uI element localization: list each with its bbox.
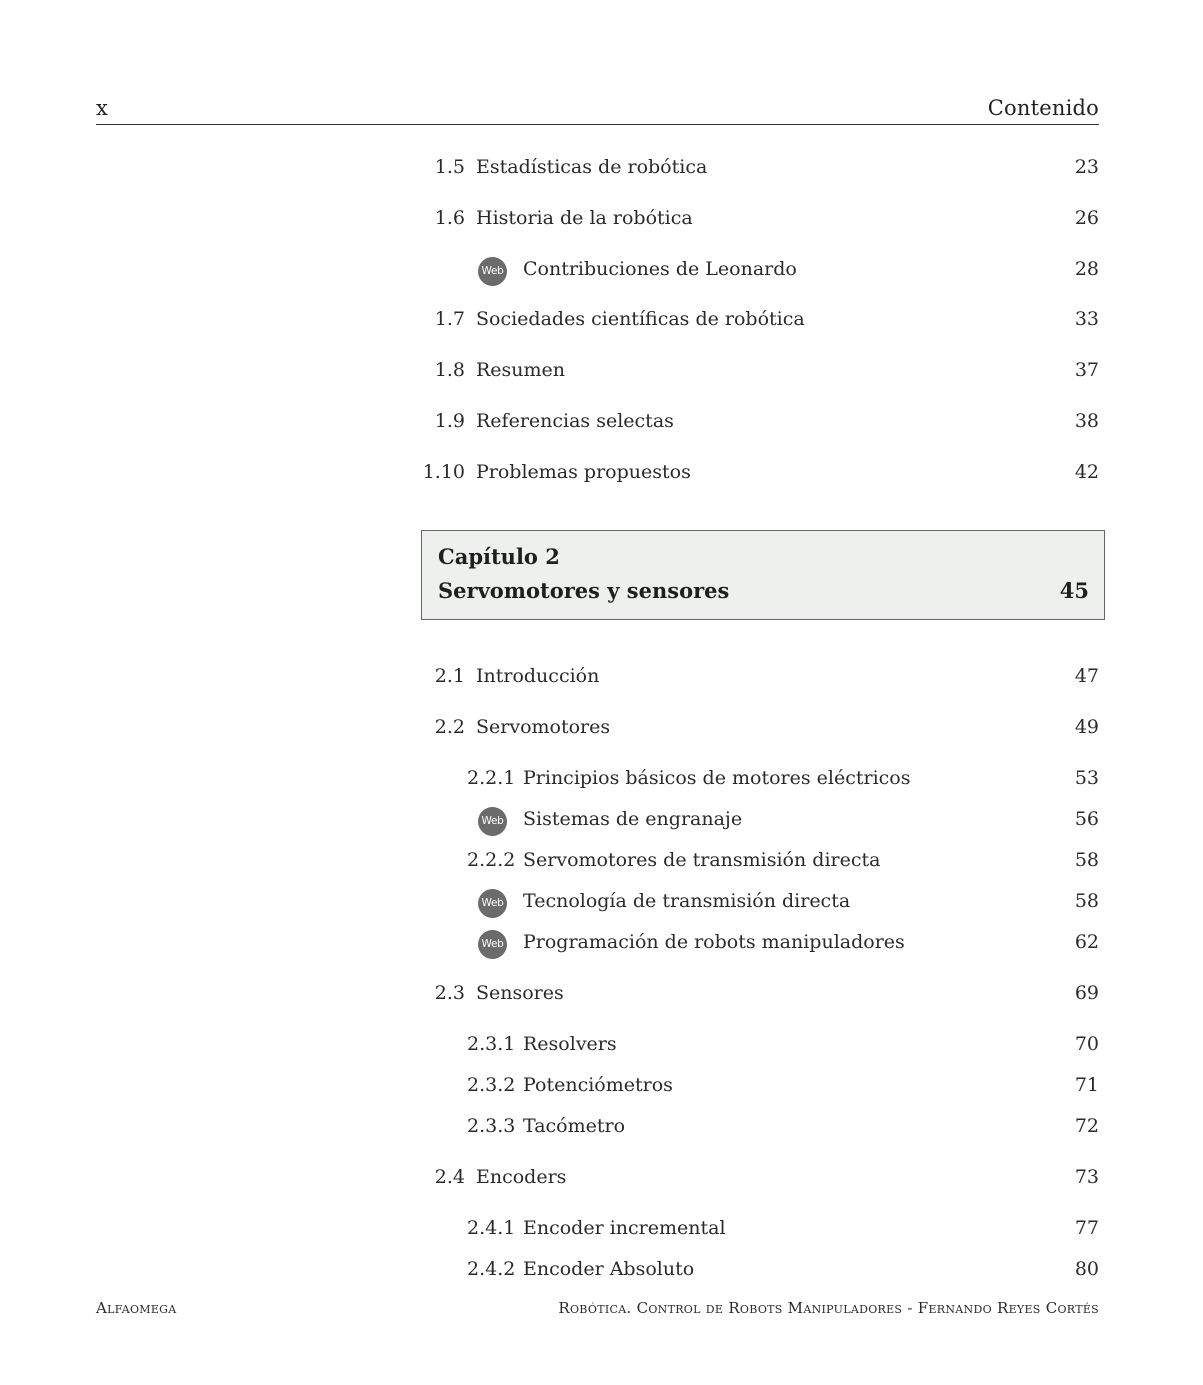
toc-entry-title: Contribuciones de Leonardo xyxy=(523,258,797,280)
toc-entry-number: 2.4 xyxy=(434,1166,465,1188)
toc-entry-title: Resumen xyxy=(476,359,566,381)
toc-entry-title: Programación de robots manipuladores xyxy=(523,931,905,953)
toc-entry-title: Estadísticas de robótica xyxy=(476,156,708,178)
web-badge-icon: Web xyxy=(478,807,507,836)
toc-entry-page: 72 xyxy=(1074,1115,1099,1137)
toc-entry-number: 1.7 xyxy=(434,308,465,330)
toc-entry xyxy=(420,1033,1099,1061)
toc-entry xyxy=(420,665,1099,693)
toc-entry xyxy=(420,258,1099,286)
toc-entry-title: Servomotores de transmisión directa xyxy=(523,849,881,871)
toc-entry-number: 1.6 xyxy=(434,207,465,229)
chapter-label: Capítulo 2 xyxy=(438,544,560,569)
toc-entry xyxy=(420,890,1099,918)
toc-entry-page: 38 xyxy=(1074,410,1099,432)
toc-entry-number: 1.10 xyxy=(422,461,465,483)
toc-entry-number: 1.9 xyxy=(434,410,465,432)
toc-entry-page: 58 xyxy=(1074,849,1099,871)
toc-entry-title: Resolvers xyxy=(523,1033,617,1055)
toc-entry-page: 58 xyxy=(1074,890,1099,912)
toc-entry-title: Tecnología de transmisión directa xyxy=(523,890,851,912)
toc-entry-title: Servomotores xyxy=(476,716,611,738)
toc-entry-title: Sociedades científicas de robótica xyxy=(476,308,805,330)
toc-entry-title: Encoder Absoluto xyxy=(523,1258,695,1280)
toc-entry-page: 62 xyxy=(1074,931,1099,953)
toc-entry-number: 2.2 xyxy=(434,716,465,738)
toc-entry xyxy=(420,716,1099,744)
toc-entry xyxy=(420,849,1099,877)
footer-publisher: Alfaomega xyxy=(96,1299,177,1317)
toc-entry-page: 80 xyxy=(1074,1258,1099,1280)
toc-entry-title: Principios básicos de motores eléctricos xyxy=(523,767,911,789)
toc-entry-page: 71 xyxy=(1074,1074,1099,1096)
toc-entry-number: 2.3.2 xyxy=(467,1074,516,1096)
web-badge-icon: Web xyxy=(478,889,507,918)
toc-entry-page: 33 xyxy=(1074,308,1099,330)
chapter-title: Servomotores y sensores xyxy=(438,578,730,603)
toc-entry-page: 26 xyxy=(1074,207,1099,229)
toc-entry-page: 42 xyxy=(1074,461,1099,483)
toc-entry-title: Problemas propuestos xyxy=(476,461,691,483)
toc-entry-number: 2.3 xyxy=(434,982,465,1004)
toc-entry xyxy=(420,767,1099,795)
toc-entry-number: 2.2.1 xyxy=(467,767,516,789)
web-badge-icon: Web xyxy=(478,930,507,959)
toc-entry xyxy=(420,359,1099,387)
toc-entry-page: 73 xyxy=(1074,1166,1099,1188)
toc-entry-page: 56 xyxy=(1074,808,1099,830)
toc-entry-page: 23 xyxy=(1074,156,1099,178)
toc-entry-page: 49 xyxy=(1074,716,1099,738)
toc-entry-title: Introducción xyxy=(476,665,600,687)
toc-entry xyxy=(420,156,1099,184)
toc-entry xyxy=(420,461,1099,489)
toc-entry-title: Sistemas de engranaje xyxy=(523,808,743,830)
toc-entry-title: Encoders xyxy=(476,1166,567,1188)
toc-entry-title: Historia de la robótica xyxy=(476,207,693,229)
toc-entry-number: 2.4.2 xyxy=(467,1258,516,1280)
toc-entry-title: Tacómetro xyxy=(523,1115,626,1137)
toc-entry-page: 70 xyxy=(1074,1033,1099,1055)
toc-entry xyxy=(420,207,1099,235)
toc-entry-title: Encoder incremental xyxy=(523,1217,726,1239)
header-rule xyxy=(96,124,1099,125)
toc-entry-page: 53 xyxy=(1074,767,1099,789)
toc-entry xyxy=(420,808,1099,836)
toc-entry xyxy=(420,410,1099,438)
running-header-title: Contenido xyxy=(987,96,1099,120)
toc-entry-number: 1.8 xyxy=(434,359,465,381)
toc-entry-number: 2.1 xyxy=(434,665,465,687)
toc-entry xyxy=(420,308,1099,336)
toc-entry xyxy=(420,1115,1099,1143)
toc-entry-page: 69 xyxy=(1074,982,1099,1004)
chapter-page-number: 45 xyxy=(1059,578,1089,603)
toc-entry xyxy=(420,1166,1099,1194)
toc-entry xyxy=(420,931,1099,959)
toc-entry-number: 2.3.3 xyxy=(467,1115,516,1137)
toc-entry-title: Sensores xyxy=(476,982,564,1004)
toc-entry-title: Referencias selectas xyxy=(476,410,674,432)
toc-entry-number: 2.2.2 xyxy=(467,849,516,871)
web-badge-icon: Web xyxy=(478,257,507,286)
toc-entry-page: 47 xyxy=(1074,665,1099,687)
toc-entry-number: 2.3.1 xyxy=(467,1033,516,1055)
toc-entry xyxy=(420,1258,1099,1286)
toc-entry-number: 1.5 xyxy=(434,156,465,178)
toc-entry-title: Potenciómetros xyxy=(523,1074,673,1096)
chapter-heading-box xyxy=(421,530,1105,620)
toc-entry-number: 2.4.1 xyxy=(467,1217,516,1239)
toc-entry-page: 28 xyxy=(1074,258,1099,280)
toc-entry xyxy=(420,982,1099,1010)
toc-entry-page: 77 xyxy=(1074,1217,1099,1239)
toc-entry-page: 37 xyxy=(1074,359,1099,381)
toc-entry xyxy=(420,1074,1099,1102)
running-header-page-number: x xyxy=(96,96,109,120)
footer-book-title: Robótica. Control de Robots Manipuladores - Fernando Reyes Cortés xyxy=(558,1299,1099,1317)
toc-entry xyxy=(420,1217,1099,1245)
